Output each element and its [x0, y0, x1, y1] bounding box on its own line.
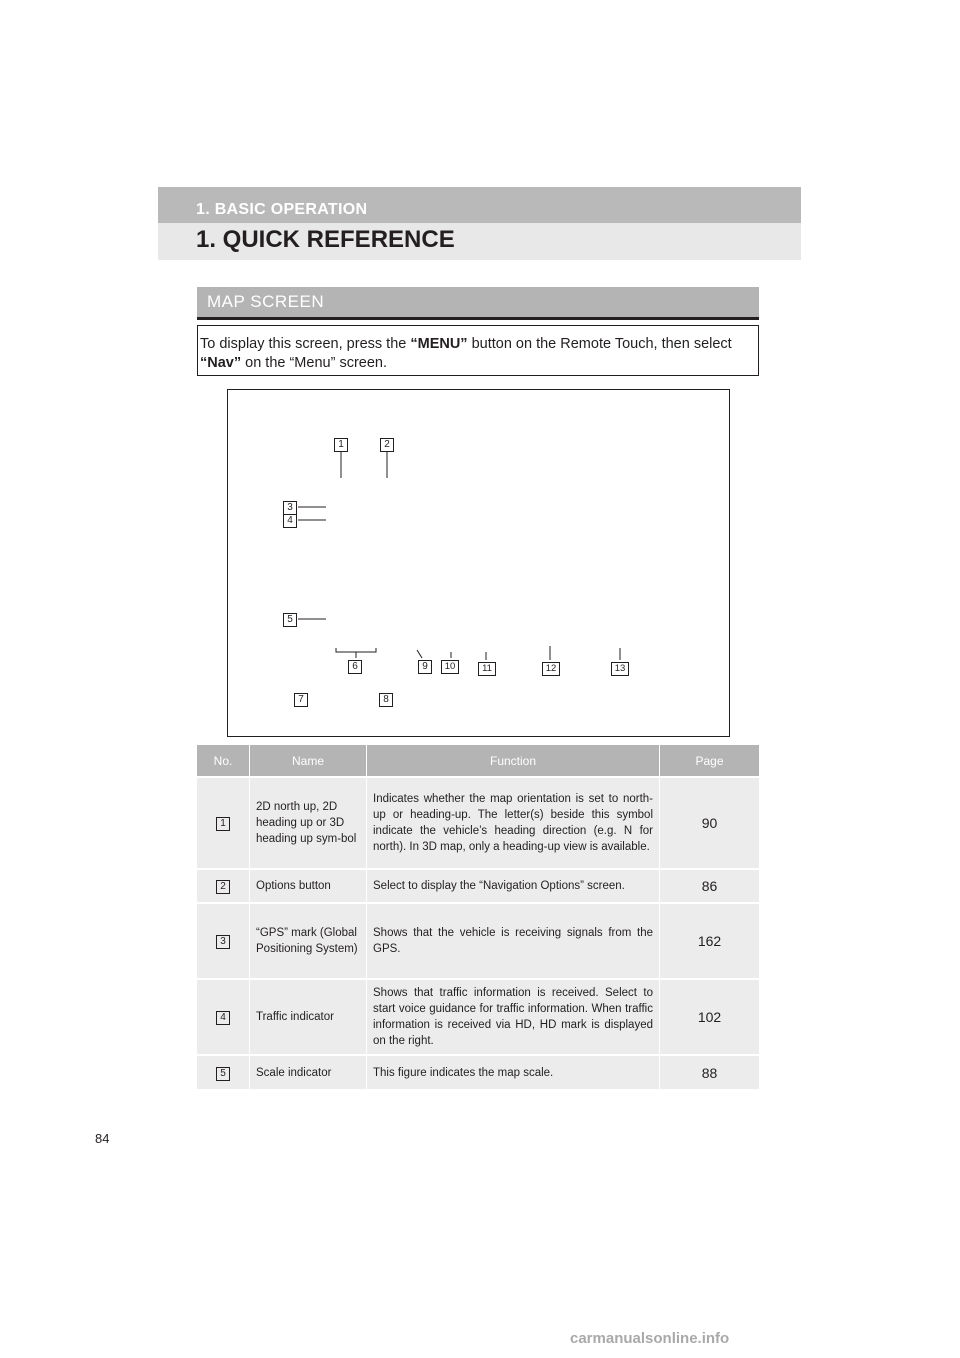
row-number-box: 4: [216, 1011, 230, 1025]
header-function: Function: [367, 745, 660, 777]
callout-12: 12: [542, 662, 560, 676]
callout-11: 11: [478, 662, 496, 676]
chapter-title: 1. BASIC OPERATION: [196, 201, 368, 218]
callout-3: 3: [283, 501, 297, 515]
header-name: Name: [250, 745, 367, 777]
row-function: This figure indicates the map scale.: [367, 1055, 660, 1089]
callout-1: 1: [334, 438, 348, 452]
callout-leader-lines: [228, 390, 729, 736]
row-name: 2D north up, 2D heading up or 3D heading up sym-bol: [250, 777, 367, 869]
header-page: Page: [660, 745, 760, 777]
row-number-box: 2: [216, 880, 230, 894]
table-row: [197, 1055, 759, 1089]
table-header-row: [197, 745, 759, 777]
reference-table: [197, 745, 759, 1089]
row-name: Options button: [250, 869, 367, 903]
callout-13: 13: [611, 662, 629, 676]
row-page: 90: [660, 777, 760, 869]
row-function: Indicates whether the map orientation is set to north-up or heading-up. The letter(s) beside this symbol indicate the vehicle’s heading direction (e.g. N for north). In 3D map, only a heading-up view is available.: [367, 777, 660, 869]
box-title-bar: [197, 287, 759, 320]
row-name: Traffic indicator: [250, 979, 367, 1055]
row-page: 162: [660, 903, 760, 979]
row-function: Select to display the “Navigation Options” screen.: [367, 869, 660, 903]
callout-2: 2: [380, 438, 394, 452]
callout-5: 5: [283, 613, 297, 627]
callout-6: 6: [348, 660, 362, 674]
callout-7: 7: [294, 693, 308, 707]
page-number: 84: [95, 1131, 110, 1146]
table-row: [197, 903, 759, 979]
row-page: 102: [660, 979, 760, 1055]
callout-8: 8: [379, 693, 393, 707]
row-number-box: 1: [216, 817, 230, 831]
instruction-line-2: “Nav” on the “Menu” screen.: [200, 355, 387, 371]
header-no: No.: [197, 745, 250, 777]
callout-9: 9: [418, 660, 432, 674]
chapter-header: [158, 187, 801, 223]
map-screen-diagram: [227, 389, 730, 737]
row-function: Shows that the vehicle is receiving signals from the GPS.: [367, 903, 660, 979]
instruction-line-1: To display this screen, press the “MENU” button on the Remote Touch, then select: [200, 336, 732, 352]
callout-4: 4: [283, 514, 297, 528]
table-row: [197, 869, 759, 903]
row-name: Scale indicator: [250, 1055, 367, 1089]
row-page: 86: [660, 869, 760, 903]
menu-keyword: “MENU”: [410, 336, 468, 352]
row-number-box: 5: [216, 1067, 230, 1081]
row-page: 88: [660, 1055, 760, 1089]
row-function: Shows that traffic information is received. Select to start voice guidance for traffic information. When traffic information is received via HD, HD mark is displayed on the right.: [367, 979, 660, 1055]
callout-10: 10: [441, 660, 459, 674]
row-number-box: 3: [216, 935, 230, 949]
table-row: [197, 777, 759, 869]
section-title: 1. QUICK REFERENCE: [196, 226, 455, 253]
nav-keyword: “Nav”: [200, 355, 242, 371]
section-header: [158, 223, 801, 260]
row-name: “GPS” mark (Global Positioning System): [250, 903, 367, 979]
instruction-box: [197, 325, 759, 376]
footer-watermark: carmanualsonline.info: [570, 1330, 730, 1347]
table-row: [197, 979, 759, 1055]
box-title: MAP SCREEN: [207, 292, 325, 311]
